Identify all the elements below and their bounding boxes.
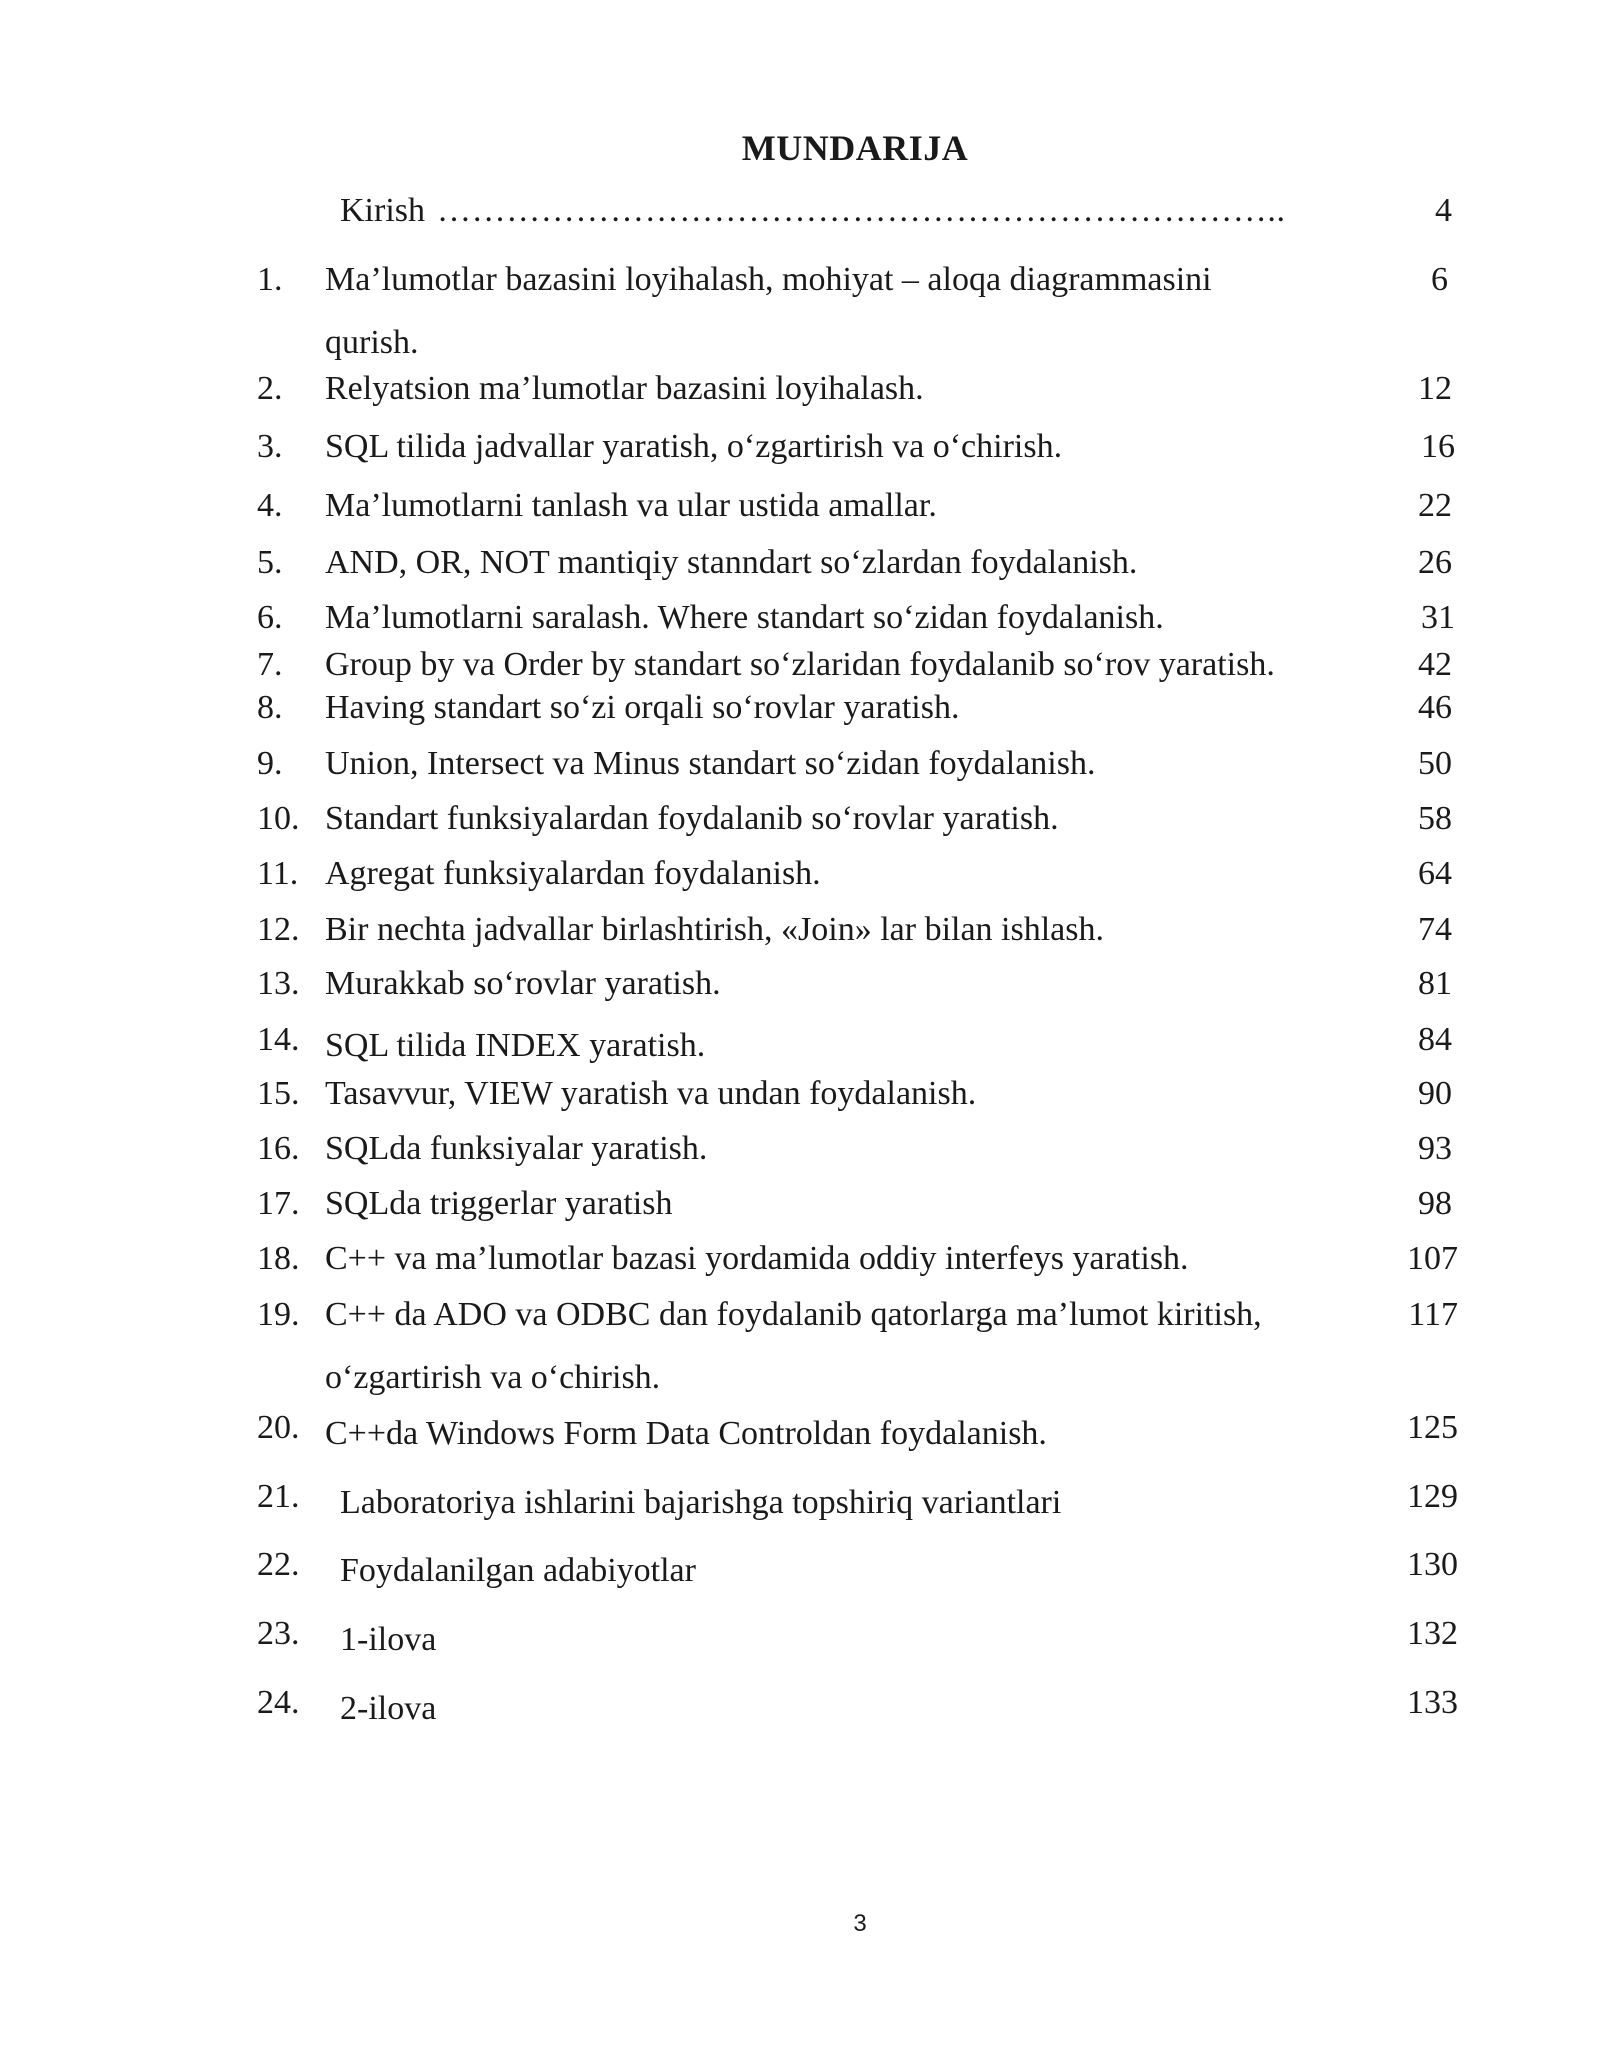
toc-entry xyxy=(0,594,1600,642)
toc-entry-number: 14. xyxy=(257,1021,300,1058)
toc-entry-number: 24. xyxy=(257,1684,300,1721)
toc-entry-page: 130 xyxy=(1407,1546,1458,1583)
toc-entry-page: 132 xyxy=(1407,1615,1458,1652)
toc-entry-text: C++ va ma’lumotlar bazasi yordamida oddiy interfeys yaratish. xyxy=(325,1240,1189,1277)
toc-entry-page: 129 xyxy=(1407,1478,1458,1515)
toc-entry xyxy=(0,1235,1600,1283)
toc-entry-number: 11. xyxy=(257,855,299,892)
toc-entry-continuation: qurish. xyxy=(325,324,419,361)
toc-entry-page: 84 xyxy=(1418,1021,1452,1058)
toc-entry xyxy=(0,256,1600,304)
toc-entry-number: 4. xyxy=(257,487,283,524)
toc-entry-text: 2-ilova xyxy=(340,1690,437,1727)
toc-entry-number: 21. xyxy=(257,1478,300,1515)
toc-entry-page: 107 xyxy=(1407,1240,1458,1277)
toc-entry-number: 13. xyxy=(257,965,300,1002)
toc-entry-number: 1. xyxy=(257,261,283,298)
toc-entry-text: Foydalanilgan adabiyotlar xyxy=(340,1552,696,1589)
toc-entry-page: 98 xyxy=(1418,1185,1452,1222)
toc-entry-number: 19. xyxy=(257,1296,300,1333)
toc-entry-text: Ma’lumotlarni saralash. Where standart soʻzidan foydalanish. xyxy=(325,599,1164,636)
toc-entry xyxy=(0,423,1600,471)
toc-entry-page: 93 xyxy=(1418,1130,1452,1167)
toc-entry xyxy=(0,1404,1600,1452)
toc-entry xyxy=(0,1180,1600,1228)
toc-entry-number: 2. xyxy=(257,370,283,407)
toc-entry-text: Union, Intersect va Minus standart soʻzidan foydalanish. xyxy=(325,745,1096,782)
toc-entry-page: 31 xyxy=(1421,599,1455,636)
toc-entry-page: 133 xyxy=(1407,1684,1458,1721)
toc-entry-text: Group by va Order by standart soʻzlaridan foydalanib soʻrov yaratish. xyxy=(325,646,1275,683)
toc-entry-page: 74 xyxy=(1418,911,1452,948)
toc-entry-number: 17. xyxy=(257,1185,300,1222)
toc-entry xyxy=(0,684,1600,732)
toc-entry-number: 10. xyxy=(257,800,300,837)
toc-entry-page: 26 xyxy=(1418,544,1452,581)
toc-entry-text: SQLda funksiyalar yaratish. xyxy=(325,1130,708,1167)
toc-entry-number: 18. xyxy=(257,1240,300,1277)
toc-entry-text: Kirish xyxy=(340,192,425,229)
toc-entry xyxy=(0,795,1600,843)
toc-entry-text: C++ da ADO va ODBC dan foydalanib qatorlarga ma’lumot kiritish, xyxy=(325,1296,1262,1333)
toc-entry-number: 23. xyxy=(257,1615,300,1652)
toc-entry-text: Murakkab soʻrovlar yaratish. xyxy=(325,965,721,1002)
toc-entry xyxy=(0,1679,1600,1727)
toc-entry-number: 12. xyxy=(257,911,300,948)
toc-entry-page: 12 xyxy=(1418,370,1452,407)
toc-entry-text: AND, OR, NOT mantiqiy stanndart soʻzlardan foydalanish. xyxy=(325,544,1138,581)
toc-entry-page: 46 xyxy=(1418,689,1452,726)
toc-entry-number: 3. xyxy=(257,428,283,465)
page-title: MUNDARIJA xyxy=(741,128,969,168)
toc-entry-continuation: oʻzgartirish va oʻchirish. xyxy=(325,1359,661,1396)
toc-entry-number: 15. xyxy=(257,1075,300,1112)
toc-entry-number: 5. xyxy=(257,544,283,581)
toc-entry xyxy=(0,1291,1600,1339)
toc-entry-text: Ma’lumotlarni tanlash va ular ustida amallar. xyxy=(325,487,937,524)
toc-entry-text: Ma’lumotlar bazasini loyihalash, mohiyat – aloqa diagrammasini xyxy=(325,261,1212,298)
toc-entry xyxy=(0,850,1600,898)
toc-entry-number: 20. xyxy=(257,1409,300,1446)
toc-entry xyxy=(0,1473,1600,1521)
toc-entry-text: Having standart soʻzi orqali soʻrovlar yaratish. xyxy=(325,689,960,726)
toc-entry-number: 9. xyxy=(257,745,283,782)
toc-entry-page: 50 xyxy=(1418,745,1452,782)
toc-entry-page: 117 xyxy=(1408,1296,1458,1333)
toc-entry-page: 22 xyxy=(1418,487,1452,524)
toc-entry-text: Tasavvur, VIEW yaratish va undan foydalanish. xyxy=(325,1075,977,1112)
toc-entry xyxy=(0,365,1600,413)
toc-entry-number: 6. xyxy=(257,599,283,636)
toc-entry-text: C++da Windows Form Data Controldan foydalanish. xyxy=(325,1415,1047,1452)
toc-entry-text: 1-ilova xyxy=(340,1621,437,1658)
page-number: 3 xyxy=(853,1910,867,1937)
toc-entry-intro xyxy=(0,187,1600,235)
toc-entry-number: 22. xyxy=(257,1546,300,1583)
toc-entry-page: 90 xyxy=(1418,1075,1452,1112)
toc-entry-text: Agregat funksiyalardan foydalanish. xyxy=(325,855,821,892)
toc-entry-page: 58 xyxy=(1418,800,1452,837)
toc-entry-page: 125 xyxy=(1407,1409,1458,1446)
toc-entry-text: Standart funksiyalardan foydalanib soʻrovlar yaratish. xyxy=(325,800,1059,837)
toc-entry-text: SQL tilida INDEX yaratish. xyxy=(325,1027,706,1064)
toc-entry xyxy=(0,1541,1600,1589)
toc-entry-number: 16. xyxy=(257,1130,300,1167)
toc-entry-number: 7. xyxy=(257,646,283,683)
toc-entry xyxy=(0,1125,1600,1173)
toc-entry-number: 8. xyxy=(257,689,283,726)
toc-entry-text: SQL tilida jadvallar yaratish, oʻzgartirish va oʻchirish. xyxy=(325,428,1063,465)
toc-entry xyxy=(0,482,1600,530)
toc-entry xyxy=(0,641,1600,689)
toc-entry-page: 42 xyxy=(1418,646,1452,683)
toc-entry-page: 6 xyxy=(1431,261,1448,298)
toc-entry-text: Laboratoriya ishlarini bajarishga topshiriq variantlari xyxy=(340,1484,1062,1521)
toc-entry-text: Relyatsion ma’lumotlar bazasini loyihalash. xyxy=(325,370,924,407)
toc-dot-leader: ……………………………………………………………….. xyxy=(437,192,1286,229)
toc-entry xyxy=(0,906,1600,954)
toc-entry xyxy=(0,740,1600,788)
toc-entry-text: Bir nechta jadvallar birlashtirish, «Join» lar bilan ishlash. xyxy=(325,911,1104,948)
toc-entry xyxy=(0,1016,1600,1064)
toc-entry-page: 64 xyxy=(1418,855,1452,892)
toc-entry xyxy=(0,1070,1600,1118)
toc-entry-page: 81 xyxy=(1418,965,1452,1002)
toc-entry xyxy=(0,1610,1600,1658)
toc-entry-page: 16 xyxy=(1421,428,1455,465)
toc-entry xyxy=(0,960,1600,1008)
toc-entry-page: 4 xyxy=(1435,192,1452,229)
toc-entry-text: SQLda triggerlar yaratish xyxy=(325,1185,673,1222)
toc-entry xyxy=(0,539,1600,587)
